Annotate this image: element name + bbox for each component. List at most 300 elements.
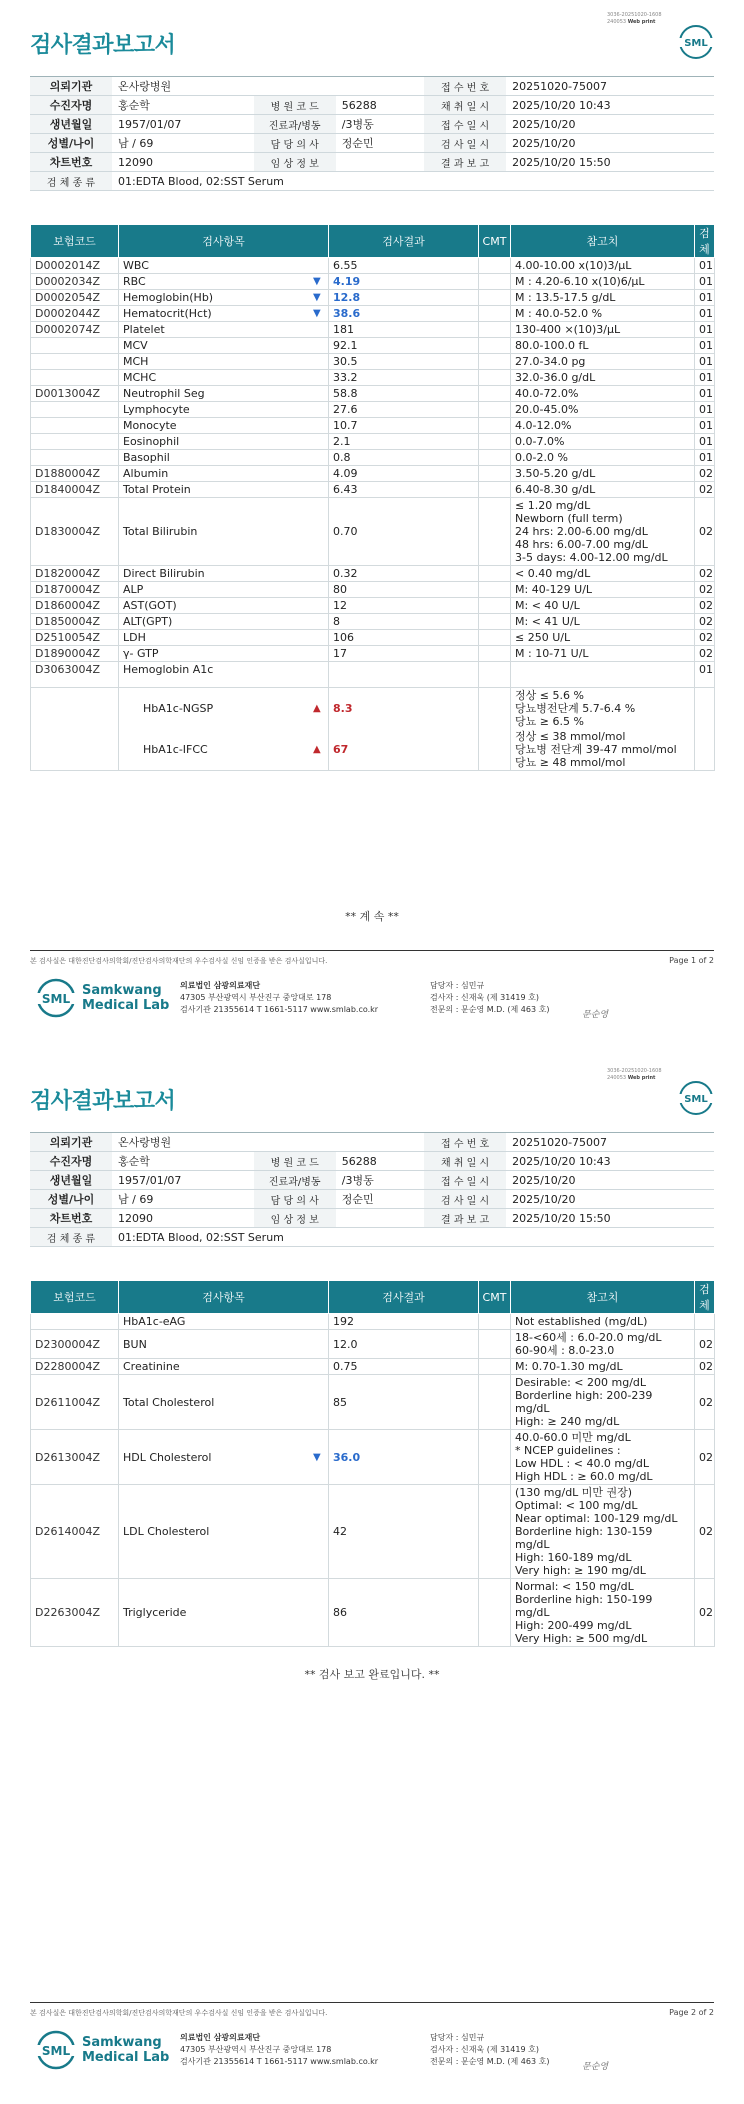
ref-cell: 18-<60세 : 6.0-20.0 mg/dL 60-90세 : 8.0-23.0 [511, 1330, 695, 1359]
item-cell: Lymphocyte [119, 402, 329, 418]
code-cell [31, 450, 119, 466]
sml-logo [678, 24, 714, 60]
results-table-page-1 [30, 224, 715, 771]
brand-name: Samkwang Medical Lab [82, 983, 170, 1013]
result-cell: 4.09 [329, 466, 479, 482]
test-date: 2025/10/20 [506, 134, 714, 153]
patient-name: 홍순학 [112, 96, 254, 115]
cmt-cell [479, 1430, 511, 1485]
cmt-cell [479, 466, 511, 482]
result-cell: 2.1 [329, 434, 479, 450]
label-hosp-code: 병 원 코 드 [254, 96, 336, 115]
cmt-cell [479, 418, 511, 434]
ref-cell: 정상 ≤ 5.6 % 당뇨병전단계 5.7-6.4 % 당뇨 ≥ 6.5 % [511, 688, 695, 730]
label-clinical: 임 상 정 보 [254, 153, 336, 172]
result-cell: 58.8 [329, 386, 479, 402]
ref-cell: 32.0-36.0 g/dL [511, 370, 695, 386]
table-row [31, 466, 715, 482]
ref-cell: 130-400 ×(10)3/μL [511, 322, 695, 338]
item-cell: Total Cholesterol [119, 1375, 329, 1430]
code-cell: D1860004Z [31, 598, 119, 614]
result-cell: 42 [329, 1485, 479, 1579]
item-cell: Hemoglobin(Hb) [119, 290, 329, 306]
result-cell: 17 [329, 646, 479, 662]
table-row [31, 354, 715, 370]
staff-list: 담당자 : 심민규 검사자 : 신재욱 (제 31419 호) 전문의 : 문순영 M.D. (제 463 호) [430, 981, 550, 1014]
code-cell [31, 418, 119, 434]
result-cell: 12.0 [329, 1330, 479, 1359]
code-cell: D1830004Z [31, 498, 119, 566]
spec-cell: 01 [695, 258, 715, 274]
spec-cell: 01 [695, 306, 715, 322]
hospital-name: 온사랑병원 [112, 77, 424, 96]
ref-cell: 정상 ≤ 38 mmol/mol 당뇨병 전단계 39-47 mmol/mol 당뇨 ≥ 48 mmol/mol [511, 729, 695, 771]
label-collect-date: 채 취 일 시 [424, 1152, 506, 1171]
flag-up-icon: ▲ [313, 744, 321, 755]
spec-cell: 02 [695, 1485, 715, 1579]
table-row [31, 290, 715, 306]
item-cell: γ- GTP [119, 646, 329, 662]
label-clinical: 임 상 정 보 [254, 1209, 336, 1228]
cmt-cell [479, 1485, 511, 1579]
receipt-no: 20251020-75007 [506, 77, 714, 96]
label-report-date: 결 과 보 고 [424, 153, 506, 172]
spec-cell: 02 [695, 1330, 715, 1359]
page-number: Page 2 of 2 [669, 2008, 714, 2017]
table-row [31, 322, 715, 338]
code-cell: D1850004Z [31, 614, 119, 630]
spec-cell: 01 [695, 434, 715, 450]
ref-cell: M: 40-129 U/L [511, 582, 695, 598]
col-code: 보험코드 [31, 1281, 119, 1314]
hosp-code: 56288 [336, 96, 424, 115]
table-row [31, 662, 715, 688]
test-date: 2025/10/20 [506, 1190, 714, 1209]
result-cell: 181 [329, 322, 479, 338]
label-specimen: 검 체 종 류 [30, 1228, 112, 1247]
ref-cell: M : 40.0-52.0 % [511, 306, 695, 322]
signature: 문순영 [582, 1010, 609, 1020]
hospital-name: 온사랑병원 [112, 1133, 424, 1152]
item-cell: BUN [119, 1330, 329, 1359]
label-receipt-no: 접 수 번 호 [424, 1133, 506, 1152]
ref-cell: Normal: < 150 mg/dL Borderline high: 150-199 mg/dL High: 200-499 mg/dL Very High: ≥ 500 mg/dL [511, 1579, 695, 1647]
cmt-cell [479, 354, 511, 370]
item-cell: LDH [119, 630, 329, 646]
result-cell: 33.2 [329, 370, 479, 386]
spec-cell: 02 [695, 1430, 715, 1485]
cmt-cell [479, 630, 511, 646]
cmt-cell [479, 322, 511, 338]
print-code: 3036-20251020-1608 240053 Web print [607, 1068, 662, 1081]
label-hospital: 의뢰기관 [30, 1133, 112, 1152]
cmt-cell [479, 434, 511, 450]
col-code: 보험코드 [31, 225, 119, 258]
label-report-date: 결 과 보 고 [424, 1209, 506, 1228]
spec-cell: 02 [695, 614, 715, 630]
code-cell: D0002044Z [31, 306, 119, 322]
spec-cell: 01 [695, 322, 715, 338]
item-cell: Total Bilirubin [119, 498, 329, 566]
patient-name: 홍순학 [112, 1152, 254, 1171]
spec-cell: 02 [695, 498, 715, 566]
spec-cell: 01 [695, 662, 715, 688]
spec-cell: 02 [695, 646, 715, 662]
col-ref: 참고치 [511, 225, 695, 258]
label-patient: 수진자명 [30, 96, 112, 115]
item-cell: Basophil [119, 450, 329, 466]
item-cell: HbA1c-NGSP [119, 688, 329, 730]
brand-name: Samkwang Medical Lab [82, 2035, 170, 2065]
ref-cell: 6.40-8.30 g/dL [511, 482, 695, 498]
table-row [31, 274, 715, 290]
result-cell: 86 [329, 1579, 479, 1647]
specimen-types: 01:EDTA Blood, 02:SST Serum [112, 1228, 714, 1247]
page-number: Page 1 of 2 [669, 956, 714, 965]
document-title: 검사결과보고서 [30, 33, 176, 58]
col-spec: 검체 [695, 1281, 715, 1314]
item-cell: Total Protein [119, 482, 329, 498]
table-row [31, 1485, 715, 1579]
code-cell [31, 1314, 119, 1330]
result-cell: 0.32 [329, 566, 479, 582]
ref-cell: (130 mg/dL 미만 권장) Optimal: < 100 mg/dL Near optimal: 100-129 mg/dL Borderline high: 130-159 mg/dL High: 160-189 mg/dL Very high: ≥ 190 mg/dL [511, 1485, 695, 1579]
report-complete-note: ** 검사 보고 완료입니다. ** [304, 1668, 440, 1681]
spec-cell: 01 [695, 386, 715, 402]
result-cell: 85 [329, 1375, 479, 1430]
item-cell: Platelet [119, 322, 329, 338]
col-ref: 참고치 [511, 1281, 695, 1314]
item-cell: MCV [119, 338, 329, 354]
ref-cell: 3.50-5.20 g/dL [511, 466, 695, 482]
spec-cell: 02 [695, 482, 715, 498]
code-cell [31, 370, 119, 386]
result-cell: 0.75 [329, 1359, 479, 1375]
item-cell: RBC [119, 274, 329, 290]
label-doctor: 담 당 의 사 [254, 1190, 336, 1209]
table-row [31, 1314, 715, 1330]
code-cell [31, 434, 119, 450]
label-patient: 수진자명 [30, 1152, 112, 1171]
table-row [31, 306, 715, 322]
chart-no: 12090 [112, 153, 254, 172]
receipt-no: 20251020-75007 [506, 1133, 714, 1152]
print-code: 3036-20251020-1608 240053 Web print [607, 12, 662, 25]
col-item: 검사항목 [119, 225, 329, 258]
label-specimen: 검 체 종 류 [30, 172, 112, 191]
result-cell: 0.70 [329, 498, 479, 566]
item-cell: Hemoglobin A1c [119, 662, 329, 688]
ref-cell: 0.0-7.0% [511, 434, 695, 450]
signature: 문순영 [582, 2062, 609, 2072]
result-cell: 92.1 [329, 338, 479, 354]
collect-date: 2025/10/20 10:43 [506, 96, 714, 115]
code-cell: D2510054Z [31, 630, 119, 646]
cmt-cell [479, 1375, 511, 1430]
ref-cell: ≤ 1.20 mg/dL Newborn (full term) 24 hrs: 2.00-6.00 mg/dL 48 hrs: 6.00-7.00 mg/dL 3-5 days: 4.00-12.00 mg/dL [511, 498, 695, 566]
svg-text:SML: SML [684, 1094, 708, 1105]
result-cell: ▲ 8.3 [329, 688, 479, 730]
label-doctor: 담 당 의 사 [254, 134, 336, 153]
table-row [31, 370, 715, 386]
spec-cell: 02 [695, 598, 715, 614]
table-row [31, 258, 715, 274]
table-row [31, 418, 715, 434]
item-cell: ALT(GPT) [119, 614, 329, 630]
cmt-cell [479, 1314, 511, 1330]
collect-date: 2025/10/20 10:43 [506, 1152, 714, 1171]
label-birth: 생년월일 [30, 115, 112, 134]
cmt-cell [479, 258, 511, 274]
svg-text:SML: SML [684, 38, 708, 49]
item-cell: Hematocrit(Hct) [119, 306, 329, 322]
spec-cell: 02 [695, 1359, 715, 1375]
spec-cell: 02 [695, 566, 715, 582]
code-cell: D2611004Z [31, 1375, 119, 1430]
label-chart: 차트번호 [30, 153, 112, 172]
doctor: 정순민 [336, 1190, 424, 1209]
code-cell: D2263004Z [31, 1579, 119, 1647]
label-receipt-date: 접 수 일 시 [424, 115, 506, 134]
table-row [31, 1375, 715, 1430]
code-cell: D1890004Z [31, 646, 119, 662]
patient-info-table [30, 76, 714, 191]
ref-cell: 40.0-60.0 미만 mg/dL * NCEP guidelines : Low HDL : < 40.0 mg/dL High HDL : ≥ 60.0 mg/dL [511, 1430, 695, 1485]
flag-down-icon: ▼ [313, 1451, 321, 1463]
result-cell: 10.7 [329, 418, 479, 434]
ref-cell: M: < 40 U/L [511, 598, 695, 614]
report-date: 2025/10/20 15:50 [506, 1209, 714, 1228]
cmt-cell [479, 498, 511, 566]
code-cell: D0013004Z [31, 386, 119, 402]
spec-cell: 02 [695, 1579, 715, 1647]
code-cell [31, 338, 119, 354]
receipt-date: 2025/10/20 [506, 115, 714, 134]
code-cell: D2280004Z [31, 1359, 119, 1375]
item-cell: LDL Cholesterol [119, 1485, 329, 1579]
result-cell: 192 [329, 1314, 479, 1330]
dept: /3병동 [336, 1171, 424, 1190]
chart-no: 12090 [112, 1209, 254, 1228]
cmt-cell [479, 1359, 511, 1375]
specimen-types: 01:EDTA Blood, 02:SST Serum [112, 172, 714, 191]
receipt-date: 2025/10/20 [506, 1171, 714, 1190]
ref-cell: M: < 41 U/L [511, 614, 695, 630]
clinical-info [336, 1209, 424, 1228]
col-result: 검사결과 [329, 1281, 479, 1314]
item-cell: Creatinine [119, 1359, 329, 1375]
spec-cell: 01 [695, 450, 715, 466]
item-cell: Triglyceride [119, 1579, 329, 1647]
table-row [31, 1330, 715, 1359]
label-chart: 차트번호 [30, 1209, 112, 1228]
item-cell: Neutrophil Seg [119, 386, 329, 402]
item-cell: Albumin [119, 466, 329, 482]
table-row [31, 498, 715, 566]
code-cell: D0002054Z [31, 290, 119, 306]
ref-cell: Desirable: < 200 mg/dL Borderline high: 200-239 mg/dL High: ≥ 240 mg/dL [511, 1375, 695, 1430]
cmt-cell [479, 386, 511, 402]
label-dept: 진료과/병동 [254, 1171, 336, 1190]
ref-cell: M : 10-71 U/L [511, 646, 695, 662]
ref-cell: 27.0-34.0 pg [511, 354, 695, 370]
item-cell: HbA1c-IFCC [119, 729, 329, 771]
sex-age: 남 / 69 [112, 1190, 254, 1209]
table-row [31, 338, 715, 354]
code-cell [31, 354, 119, 370]
continue-note: ** 계 속 ** [345, 910, 399, 923]
label-test-date: 검 사 일 시 [424, 134, 506, 153]
code-cell: D1820004Z [31, 566, 119, 582]
svg-text:SML: SML [41, 992, 71, 1006]
col-spec: 검체 [695, 225, 715, 258]
table-row [31, 434, 715, 450]
hosp-code: 56288 [336, 1152, 424, 1171]
code-cell: D1870004Z [31, 582, 119, 598]
item-cell: MCHC [119, 370, 329, 386]
result-cell: ▼ 12.8 [329, 290, 479, 306]
cmt-cell [479, 370, 511, 386]
table-row [31, 729, 715, 771]
col-cmt: CMT [479, 1281, 511, 1314]
spec-cell: 02 [695, 466, 715, 482]
ref-cell: ≤ 250 U/L [511, 630, 695, 646]
ref-cell: 4.00-10.00 x(10)3/μL [511, 258, 695, 274]
staff-list: 담당자 : 심민규 검사자 : 신재욱 (제 31419 호) 전문의 : 문순영 M.D. (제 463 호) [430, 2033, 550, 2066]
code-cell: D1840004Z [31, 482, 119, 498]
label-receipt-no: 접 수 번 호 [424, 77, 506, 96]
cmt-cell [479, 274, 511, 290]
ref-cell: 80.0-100.0 fL [511, 338, 695, 354]
birth-date: 1957/01/07 [112, 115, 254, 134]
item-cell: Direct Bilirubin [119, 566, 329, 582]
cmt-cell [479, 1579, 511, 1647]
table-row [31, 1430, 715, 1485]
cmt-cell [479, 598, 511, 614]
cmt-cell [479, 646, 511, 662]
code-cell: D3063004Z [31, 662, 119, 688]
sml-footer-logo [36, 978, 76, 1018]
spec-cell: 01 [695, 290, 715, 306]
table-row [31, 1359, 715, 1375]
code-cell: D2613004Z [31, 1430, 119, 1485]
label-sex-age: 성별/나이 [30, 134, 112, 153]
col-result: 검사결과 [329, 225, 479, 258]
ref-cell: M : 4.20-6.10 x(10)6/μL [511, 274, 695, 290]
code-cell: D2614004Z [31, 1485, 119, 1579]
label-receipt-date: 접 수 일 시 [424, 1171, 506, 1190]
result-cell: 30.5 [329, 354, 479, 370]
ref-cell: 4.0-12.0% [511, 418, 695, 434]
table-row [31, 630, 715, 646]
item-cell: Monocyte [119, 418, 329, 434]
spec-cell: 01 [695, 274, 715, 290]
label-birth: 생년월일 [30, 1171, 112, 1190]
cmt-cell [479, 402, 511, 418]
clinical-info [336, 153, 424, 172]
col-cmt: CMT [479, 225, 511, 258]
ref-cell: M : 13.5-17.5 g/dL [511, 290, 695, 306]
report-date: 2025/10/20 15:50 [506, 153, 714, 172]
result-cell: ▼ 36.0 [329, 1430, 479, 1485]
result-cell: ▼ 4.19 [329, 274, 479, 290]
table-row [31, 450, 715, 466]
result-cell: 6.43 [329, 482, 479, 498]
dept: /3병동 [336, 115, 424, 134]
ref-cell: M: 0.70-1.30 mg/dL [511, 1359, 695, 1375]
table-row [31, 582, 715, 598]
table-row [31, 402, 715, 418]
cmt-cell [479, 582, 511, 598]
code-cell: D0002014Z [31, 258, 119, 274]
accreditation-note: 본 검사실은 대한진단검사의학회/진단검사의학재단의 우수검사실 신임 인증을 받은 검사실입니다. [30, 957, 328, 965]
label-collect-date: 채 취 일 시 [424, 96, 506, 115]
spec-cell: 01 [695, 370, 715, 386]
cmt-cell [479, 306, 511, 322]
table-row [31, 646, 715, 662]
result-cell: 80 [329, 582, 479, 598]
cmt-cell [479, 1330, 511, 1359]
result-cell: 6.55 [329, 258, 479, 274]
ref-cell: Not established (mg/dL) [511, 1314, 695, 1330]
spec-cell [695, 1314, 715, 1330]
cmt-cell [479, 482, 511, 498]
sml-logo [678, 1080, 714, 1116]
ref-cell: 20.0-45.0% [511, 402, 695, 418]
svg-text:SML: SML [41, 2044, 71, 2058]
label-test-date: 검 사 일 시 [424, 1190, 506, 1209]
table-row [31, 1579, 715, 1647]
spec-cell: 01 [695, 418, 715, 434]
birth-date: 1957/01/07 [112, 1171, 254, 1190]
doctor: 정순민 [336, 134, 424, 153]
patient-info-table [30, 1132, 714, 1247]
org-address: 의료법인 삼광의료재단 47305 부산광역시 부산진구 중앙대로 178 검사기관 21355614 T 1661-5117 www.smlab.co.kr [180, 981, 379, 1014]
flag-down-icon: ▼ [313, 276, 321, 287]
table-row [31, 386, 715, 402]
table-row [31, 598, 715, 614]
spec-cell: 01 [695, 402, 715, 418]
table-row [31, 566, 715, 582]
code-cell [31, 402, 119, 418]
spec-cell: 02 [695, 630, 715, 646]
label-hospital: 의뢰기관 [30, 77, 112, 96]
col-item: 검사항목 [119, 1281, 329, 1314]
item-cell: HDL Cholesterol [119, 1430, 329, 1485]
result-cell: 106 [329, 630, 479, 646]
result-cell: 27.6 [329, 402, 479, 418]
table-row [31, 614, 715, 630]
label-hosp-code: 병 원 코 드 [254, 1152, 336, 1171]
result-cell: 8 [329, 614, 479, 630]
item-cell: HbA1c-eAG [119, 1314, 329, 1330]
item-cell: ALP [119, 582, 329, 598]
item-cell: AST(GOT) [119, 598, 329, 614]
spec-cell: 02 [695, 582, 715, 598]
result-cell: ▲ 67 [329, 729, 479, 771]
code-cell: D0002034Z [31, 274, 119, 290]
org-address: 의료법인 삼광의료재단 47305 부산광역시 부산진구 중앙대로 178 검사기관 21355614 T 1661-5117 www.smlab.co.kr [180, 2033, 379, 2066]
result-cell: ▼ 38.6 [329, 306, 479, 322]
code-cell: D0002074Z [31, 322, 119, 338]
label-dept: 진료과/병동 [254, 115, 336, 134]
code-cell: D1880004Z [31, 466, 119, 482]
ref-cell: 40.0-72.0% [511, 386, 695, 402]
flag-down-icon: ▼ [313, 308, 321, 319]
cmt-cell [479, 614, 511, 630]
report-page-2 [0, 1052, 744, 2104]
spec-cell: 01 [695, 354, 715, 370]
